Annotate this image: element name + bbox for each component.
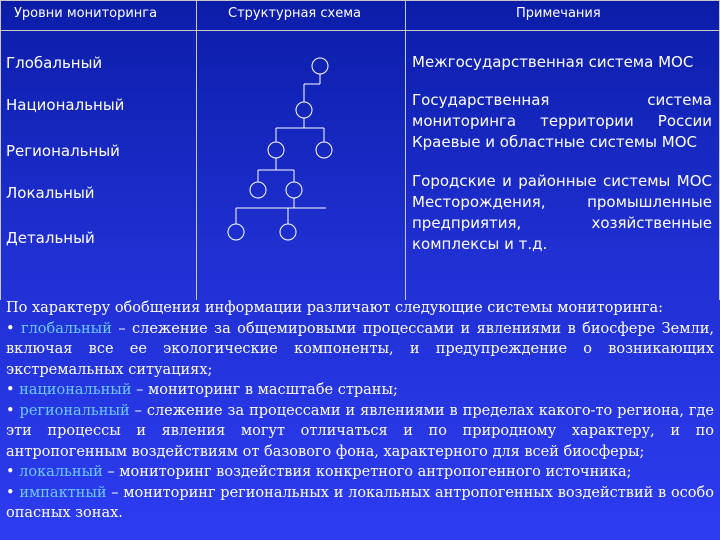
level-regional: Региональный bbox=[6, 142, 120, 160]
bullet: • bbox=[6, 382, 15, 398]
bullet: • bbox=[6, 402, 15, 419]
header-schema: Структурная схема bbox=[228, 6, 361, 21]
schema-edges bbox=[236, 74, 326, 224]
table-header-divider bbox=[0, 30, 720, 31]
list-item-local bbox=[6, 462, 714, 483]
desc-regional: – слежение за процессами и явлениями в пределах какого-то региона, где эти процессы и явления могут отличаться и по природному характеру, и по антропогенным воздействиям от базового фона, характерного для всей биосферы; bbox=[6, 402, 714, 460]
header-notes: Примечания bbox=[516, 6, 601, 21]
table-top-border bbox=[0, 0, 720, 1]
note-city: Городские и районные системы МОС Месторождения, промышленные предприятия, хозяйственные комплексы и т.д. bbox=[412, 172, 712, 253]
bullet: • bbox=[6, 484, 15, 501]
notes-column bbox=[412, 52, 712, 255]
desc-national: – мониторинг в масштабе страны; bbox=[131, 382, 398, 398]
level-national: Национальный bbox=[6, 96, 125, 114]
list-item-global bbox=[6, 319, 714, 381]
hierarchy-schema-diagram bbox=[196, 26, 346, 248]
list-item-regional bbox=[6, 401, 714, 463]
table-border-left bbox=[0, 0, 1, 300]
desc-local: – мониторинг воздействия конкретного антропогенного источника; bbox=[102, 464, 632, 480]
desc-global: – слежение за общемировыми процессами и явлениями в биосфере Земли, включая все ее экологические компоненты, и предупреждение о возникающих экстремальных ситуациях; bbox=[6, 320, 715, 378]
level-local: Локальный bbox=[6, 184, 95, 202]
schema-node-local bbox=[250, 182, 266, 198]
schema-node-detailed bbox=[228, 224, 244, 240]
term-national: национальный bbox=[19, 382, 132, 398]
monitoring-types-text bbox=[6, 298, 714, 524]
table-divider-2 bbox=[405, 0, 406, 300]
list-item-impact bbox=[6, 483, 714, 524]
term-local: локальный bbox=[19, 464, 103, 480]
schema-node-detailed bbox=[280, 224, 296, 240]
bullet: • bbox=[6, 320, 15, 337]
term-global: глобальный bbox=[21, 320, 112, 337]
term-regional: региональный bbox=[19, 402, 130, 419]
schema-node-regional bbox=[316, 142, 332, 158]
schema-node-regional bbox=[268, 142, 284, 158]
schema-node-local bbox=[286, 182, 302, 198]
schema-node-global bbox=[312, 58, 328, 74]
term-impact: импактный bbox=[19, 484, 107, 501]
header-levels: Уровни мониторинга bbox=[14, 6, 158, 21]
list-item-national bbox=[6, 380, 714, 401]
level-detailed: Детальный bbox=[6, 229, 95, 247]
note-state: Государственная система мониторинга территории России Краевые и областные системы МОС bbox=[412, 91, 712, 151]
level-global: Глобальный bbox=[6, 54, 103, 72]
note-interstate: Межгосударственная система МОС bbox=[412, 53, 694, 71]
schema-node-national bbox=[296, 102, 312, 118]
bullet: • bbox=[6, 464, 15, 480]
intro-paragraph: По характеру обобщения информации различают следующие системы мониторинга: bbox=[6, 300, 664, 316]
desc-impact: – мониторинг региональных и локальных антропогенных воздействий в особо опасных зонах. bbox=[6, 484, 714, 521]
